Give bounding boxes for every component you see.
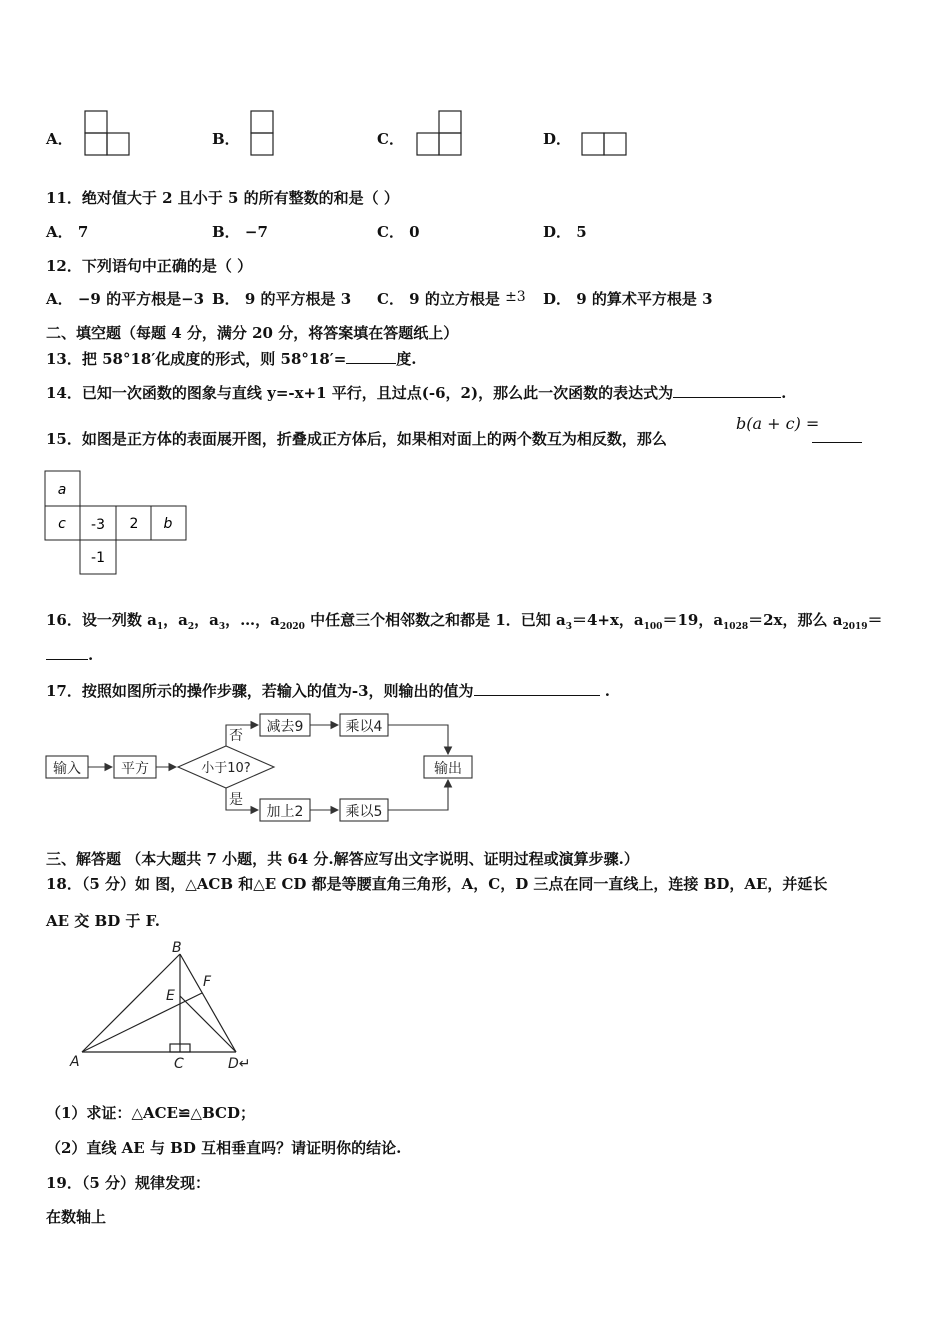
flow-no-label: 否 (229, 728, 243, 744)
vertex-e-label: E (166, 988, 175, 1004)
q17-period: . (604, 682, 611, 700)
flow-times5-label: 乘以5 (345, 804, 383, 820)
vertex-a-label: A (70, 1054, 80, 1070)
q15-formula: b(a + c) = (736, 414, 820, 433)
net-cell-a: a (57, 482, 67, 498)
q10-option-a-label: A． (46, 130, 73, 148)
q15-answer-blank[interactable] (812, 442, 862, 443)
q13-unit: 度. (396, 350, 417, 368)
q13 (46, 348, 417, 369)
flow-times4-label: 乘以4 (345, 719, 383, 735)
vertex-d-label: D↵ (228, 1056, 251, 1072)
net-cell-c: c (58, 516, 66, 532)
net-cell-b: b (163, 516, 173, 532)
q17 (46, 680, 610, 701)
vertex-f-label: F (203, 974, 212, 990)
q12-option-c (377, 288, 526, 309)
q14-text: 14．已知一次函数的图象与直线 y=-x+1 平行，且过点(-6，2)，那么此一次函数的表达式为 (46, 384, 674, 402)
q10-option-c-label: C． (377, 130, 404, 148)
q12-option-b: B． 9 的平方根是 3 (212, 290, 352, 308)
q19-title: 19．（5 分）规律发现： (46, 1174, 211, 1192)
q16-answer: . (46, 645, 93, 664)
q10-option-b-figure (250, 110, 276, 158)
q18-sub2: （2）直线 AE 与 BD 互相垂直吗？请证明你的结论. (46, 1139, 402, 1157)
q10-option-d-figure (581, 132, 629, 158)
triangle-figure (64, 936, 264, 1076)
q13-text: 13．把 58°18′化成度的形式，则 58°18′= (46, 350, 347, 368)
flow-plus2-label: 加上2 (266, 804, 304, 820)
q15-text: 15．如图是正方体的表面展开图，折叠成正方体后，如果相对面上的两个数互为相反数，那么 (46, 430, 667, 448)
q14-period: . (781, 384, 787, 402)
q10-option-d-label: D． (543, 130, 572, 148)
q10-option-b-label: B． (212, 130, 240, 148)
q12-option-c-value: ±3 (505, 289, 526, 305)
q18-line1: 18．（5 分）如 图，△ACB 和△E CD 都是等腰直角三角形，A，C，D 三点在同一直线上，连接 BD，AE，并延长 (46, 875, 828, 893)
cube-net-figure (44, 470, 192, 578)
q16-text: 16．设一列数 $a_1$，$a_2$，$a_3$，…，$a_{2020}$ 中任意三个相邻数之和都是 1．已知 $a_3=4+x$，$a_{100}=19$，$a_{1028}=2x$，那么 $a_{2019}=$ (46, 611, 883, 632)
q11-text: 11．绝对值大于 2 且小于 5 的所有整数的和是（ ） (46, 189, 399, 207)
q11-option-c: C． 0 (377, 223, 420, 241)
q17-text: 17．按照如图所示的操作步骤，若输入的值为-3，则输出的值为 (46, 682, 474, 700)
q12-option-c-text: C． 9 的立方根是 (377, 290, 500, 308)
q18-sub1: （1）求证：△ACE≌△BCD； (46, 1104, 255, 1122)
flow-square-label: 平方 (121, 761, 149, 777)
q17-answer-blank[interactable] (474, 681, 600, 696)
q10-option-a-figure (84, 110, 132, 158)
q12-option-d: D． 9 的算术平方根是 3 (543, 290, 713, 308)
q12-text: 12．下列语句中正确的是（ ） (46, 257, 253, 275)
q16-answer-blank[interactable] (46, 645, 88, 660)
q14 (46, 382, 786, 403)
q14-answer-blank[interactable] (673, 383, 781, 398)
vertex-c-label: C (174, 1056, 184, 1072)
q19-line1: 在数轴上 (46, 1208, 107, 1226)
q12-option-a: A． −9 的平方根是−3 (46, 290, 205, 308)
flow-input-label: 输入 (53, 761, 81, 777)
section3-heading: 三、解答题 （本大题共 7 小题，共 64 分.解答应写出文字说明、证明过程或演算步骤.） (46, 850, 639, 868)
flow-yes-label: 是 (229, 792, 243, 808)
section2-heading: 二、填空题（每题 4 分，满分 20 分，将答案填在答题纸上） (46, 324, 459, 342)
q11-option-d: D． 5 (543, 223, 587, 241)
net-cell-neg1: -1 (91, 550, 105, 566)
q10-option-c-figure (416, 110, 464, 158)
q13-answer-blank[interactable] (346, 349, 396, 364)
vertex-b-label: B (172, 940, 182, 956)
flow-decision-label: 小于10? (201, 761, 251, 776)
flow-output-label: 输出 (434, 761, 462, 777)
q18-line2: AE 交 BD 于 F. (46, 912, 161, 930)
flow-minus9-label: 减去9 (266, 719, 304, 735)
net-cell-neg3: -3 (91, 517, 105, 533)
net-cell-2: 2 (129, 516, 139, 532)
q11-option-a: A． 7 (46, 223, 89, 241)
flowchart (44, 712, 484, 824)
q11-option-b: B． −7 (212, 223, 268, 241)
